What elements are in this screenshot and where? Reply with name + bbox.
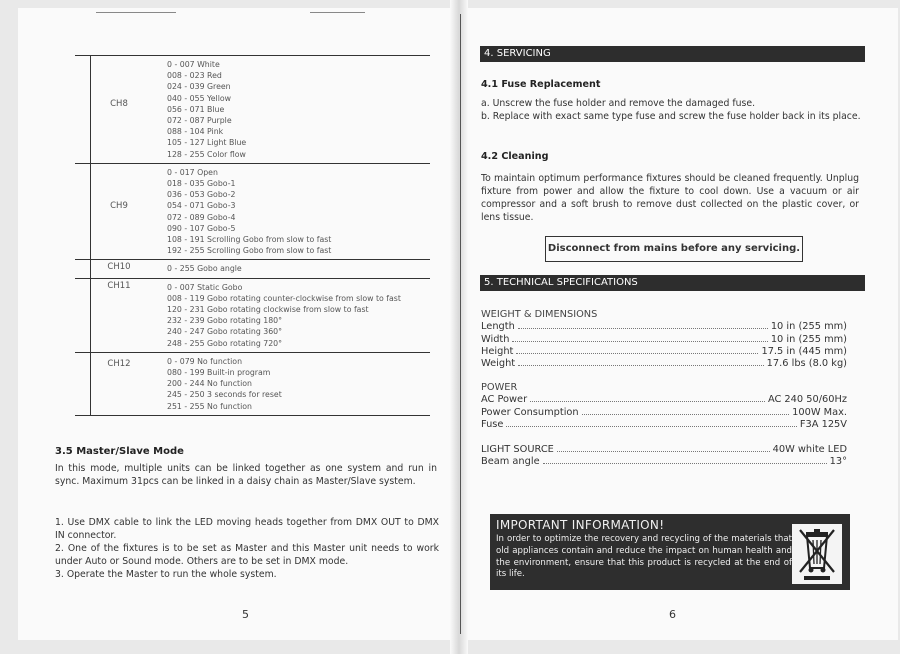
power-group [481,382,847,431]
channel-label: CH12 [107,358,131,369]
dot-leader [557,451,770,452]
spec-label: Height [481,345,514,357]
value-range: 018 - 035 Gobo-1 [167,179,236,189]
spec-row-ac-power [481,394,847,406]
value-range: 240 - 247 Gobo rotating 360° [167,327,283,337]
value-range: 108 - 191 Scrolling Gobo from slow to fast [167,235,332,245]
value-range: 080 - 199 Built-in program [167,368,271,378]
spec-row-width [481,334,847,346]
dot-leader [518,365,764,366]
important-text: In order to optimize the recovery and recycling of the materials that old appliances contain and reduce the impact on human health and the environment, ensure that this product is recycled at the end of its life. [496,534,792,580]
spec-label: AC Power [481,394,528,406]
page-number: 6 [669,608,676,621]
value-range: 072 - 089 Gobo-4 [167,212,236,222]
spec-label: Beam angle [481,456,540,468]
book-gutter [450,0,468,654]
top-mark [96,12,176,13]
light-source-group [481,444,847,469]
value-range: 0 - 255 Gobo angle [167,264,242,274]
dmx-row-ch12 [75,352,430,415]
spec-row-power-consumption [481,407,847,419]
spec-value: 100W Max. [792,406,847,418]
dmx-channel-table [75,55,430,416]
spec-row-light-source [481,444,847,456]
channel-values [167,279,430,352]
dot-leader [518,328,768,329]
value-range: 120 - 231 Gobo rotating clockwise from slow to fast [167,305,369,315]
value-range: 251 - 255 No function [167,401,252,411]
channel-label: CH8 [110,99,128,109]
page-number: 5 [242,608,249,621]
spec-value: F3A 125V [799,418,847,430]
cleaning-text: To maintain optimum performance fixtures should be cleaned frequently. Unplug fixture from power and allow the fixture to cool down. Use a vacuum or air compressor and a soft brush to remove dust collected on the plastic cover, or lens tissue. [481,173,859,223]
value-range: 054 - 071 Gobo-3 [167,201,236,211]
dmx-row-ch9 [75,163,430,260]
value-range: 036 - 053 Gobo-2 [167,190,236,200]
spec-value: 17.6 lbs (8.0 kg) [766,358,847,370]
channel-values [167,353,430,415]
fuse-instructions [481,97,861,123]
specs-section-bar: 5. TECHNICAL SPECIFICATIONS [480,275,865,291]
dot-leader [582,414,790,415]
table-column-divider [90,55,91,416]
value-range: 0 - 017 Open [167,167,218,177]
channel-label: CH10 [107,262,131,273]
spec-label: LIGHT SOURCE [481,444,554,455]
weight-dimensions-heading: WEIGHT & DIMENSIONS [481,309,598,320]
value-range: 128 - 255 Color flow [167,149,246,159]
servicing-section-bar: 4. SERVICING [480,46,865,62]
value-range: 232 - 239 Gobo rotating 180° [167,316,283,326]
spec-label: Width [481,333,510,345]
table-bottom-rule [75,415,430,416]
cleaning-heading: 4.2 Cleaning [481,151,549,162]
value-range: 105 - 127 Light Blue [167,138,247,148]
value-range: 008 - 119 Gobo rotating counter-clockwise from slow to fast [167,293,401,303]
dot-leader [506,426,796,427]
crossed-out-wheelie-bin-icon [792,524,842,584]
channel-values [167,164,430,260]
value-range: 248 - 255 Gobo rotating 720° [167,338,283,348]
master-slave-intro: In this mode, multiple units can be linked together as one system and run in sync. Maximum 31pcs can be linked in a daisy chain as Master/Slave system. [55,463,437,487]
important-title: IMPORTANT INFORMATION! [496,518,665,532]
dot-leader [543,463,827,464]
value-range: 088 - 104 Pink [167,127,224,137]
dmx-row-ch8 [75,55,430,163]
value-range: 200 - 244 No function [167,379,252,389]
fuse-step-b: b. Replace with exact same type fuse and screw the fuse holder back in its place. [481,111,861,122]
dot-leader [530,401,765,402]
value-range: 192 - 255 Scrolling Gobo from slow to fast [167,246,332,256]
channel-label: CH9 [110,200,128,211]
master-slave-heading: 3.5 Master/Slave Mode [55,446,184,457]
dmx-row-ch11 [75,278,430,352]
value-range: 0 - 007 Static Gobo [167,282,243,292]
channel-label: CH11 [107,280,131,291]
value-range: 056 - 071 Blue [167,104,225,114]
spec-value: 13° [829,456,847,468]
top-mark [310,12,365,13]
spec-value: AC 240 50/60Hz [767,394,847,406]
power-heading: POWER [481,382,518,393]
master-slave-steps [55,516,439,581]
spec-row-beam-angle [481,456,847,468]
value-range: 0 - 007 White [167,60,220,69]
spec-label: Power Consumption [481,406,579,418]
spec-label: Weight [481,358,516,370]
gutter-line [460,14,461,634]
step-1: 1. Use DMX cable to link the LED moving heads together from DMX OUT to DMX IN connector. [55,517,439,541]
spec-row-fuse [481,419,847,431]
value-range: 024 - 039 Green [167,82,231,92]
channel-values [167,260,430,277]
spec-row-weight [481,358,847,370]
fuse-step-a: a. Unscrew the fuse holder and remove the damaged fuse. [481,98,756,109]
channel-values [167,56,430,163]
spec-row-height [481,346,847,358]
spec-value: 40W white LED [772,444,847,455]
value-range: 090 - 107 Gobo-5 [167,223,236,233]
important-information-box [490,514,850,590]
spec-value: 17.5 in (445 mm) [761,345,847,357]
step-3: 3. Operate the Master to run the whole system. [55,569,277,580]
dot-leader [516,353,758,354]
value-range: 040 - 055 Yellow [167,93,232,103]
spec-label: Fuse [481,418,504,430]
dot-leader [512,341,767,342]
weight-dimensions-group [481,309,847,370]
spec-value: 10 in (255 mm) [770,333,847,345]
value-range: 0 - 079 No function [167,356,243,366]
value-range: 072 - 087 Purple [167,116,232,126]
step-2: 2. One of the fixtures is to be set as Master and this Master unit needs to work under Auto or Sound mode. Others are to be set in DMX mode. [55,543,439,567]
spec-value: 10 in (255 mm) [770,321,847,333]
spec-row-length [481,321,847,333]
dmx-row-ch10 [75,259,430,277]
value-range: 245 - 250 3 seconds for reset [167,390,282,400]
fuse-replacement-heading: 4.1 Fuse Replacement [481,79,601,90]
spec-label: Length [481,321,515,333]
servicing-warning-box: Disconnect from mains before any servicing. [545,236,803,262]
value-range: 008 - 023 Red [167,71,222,81]
